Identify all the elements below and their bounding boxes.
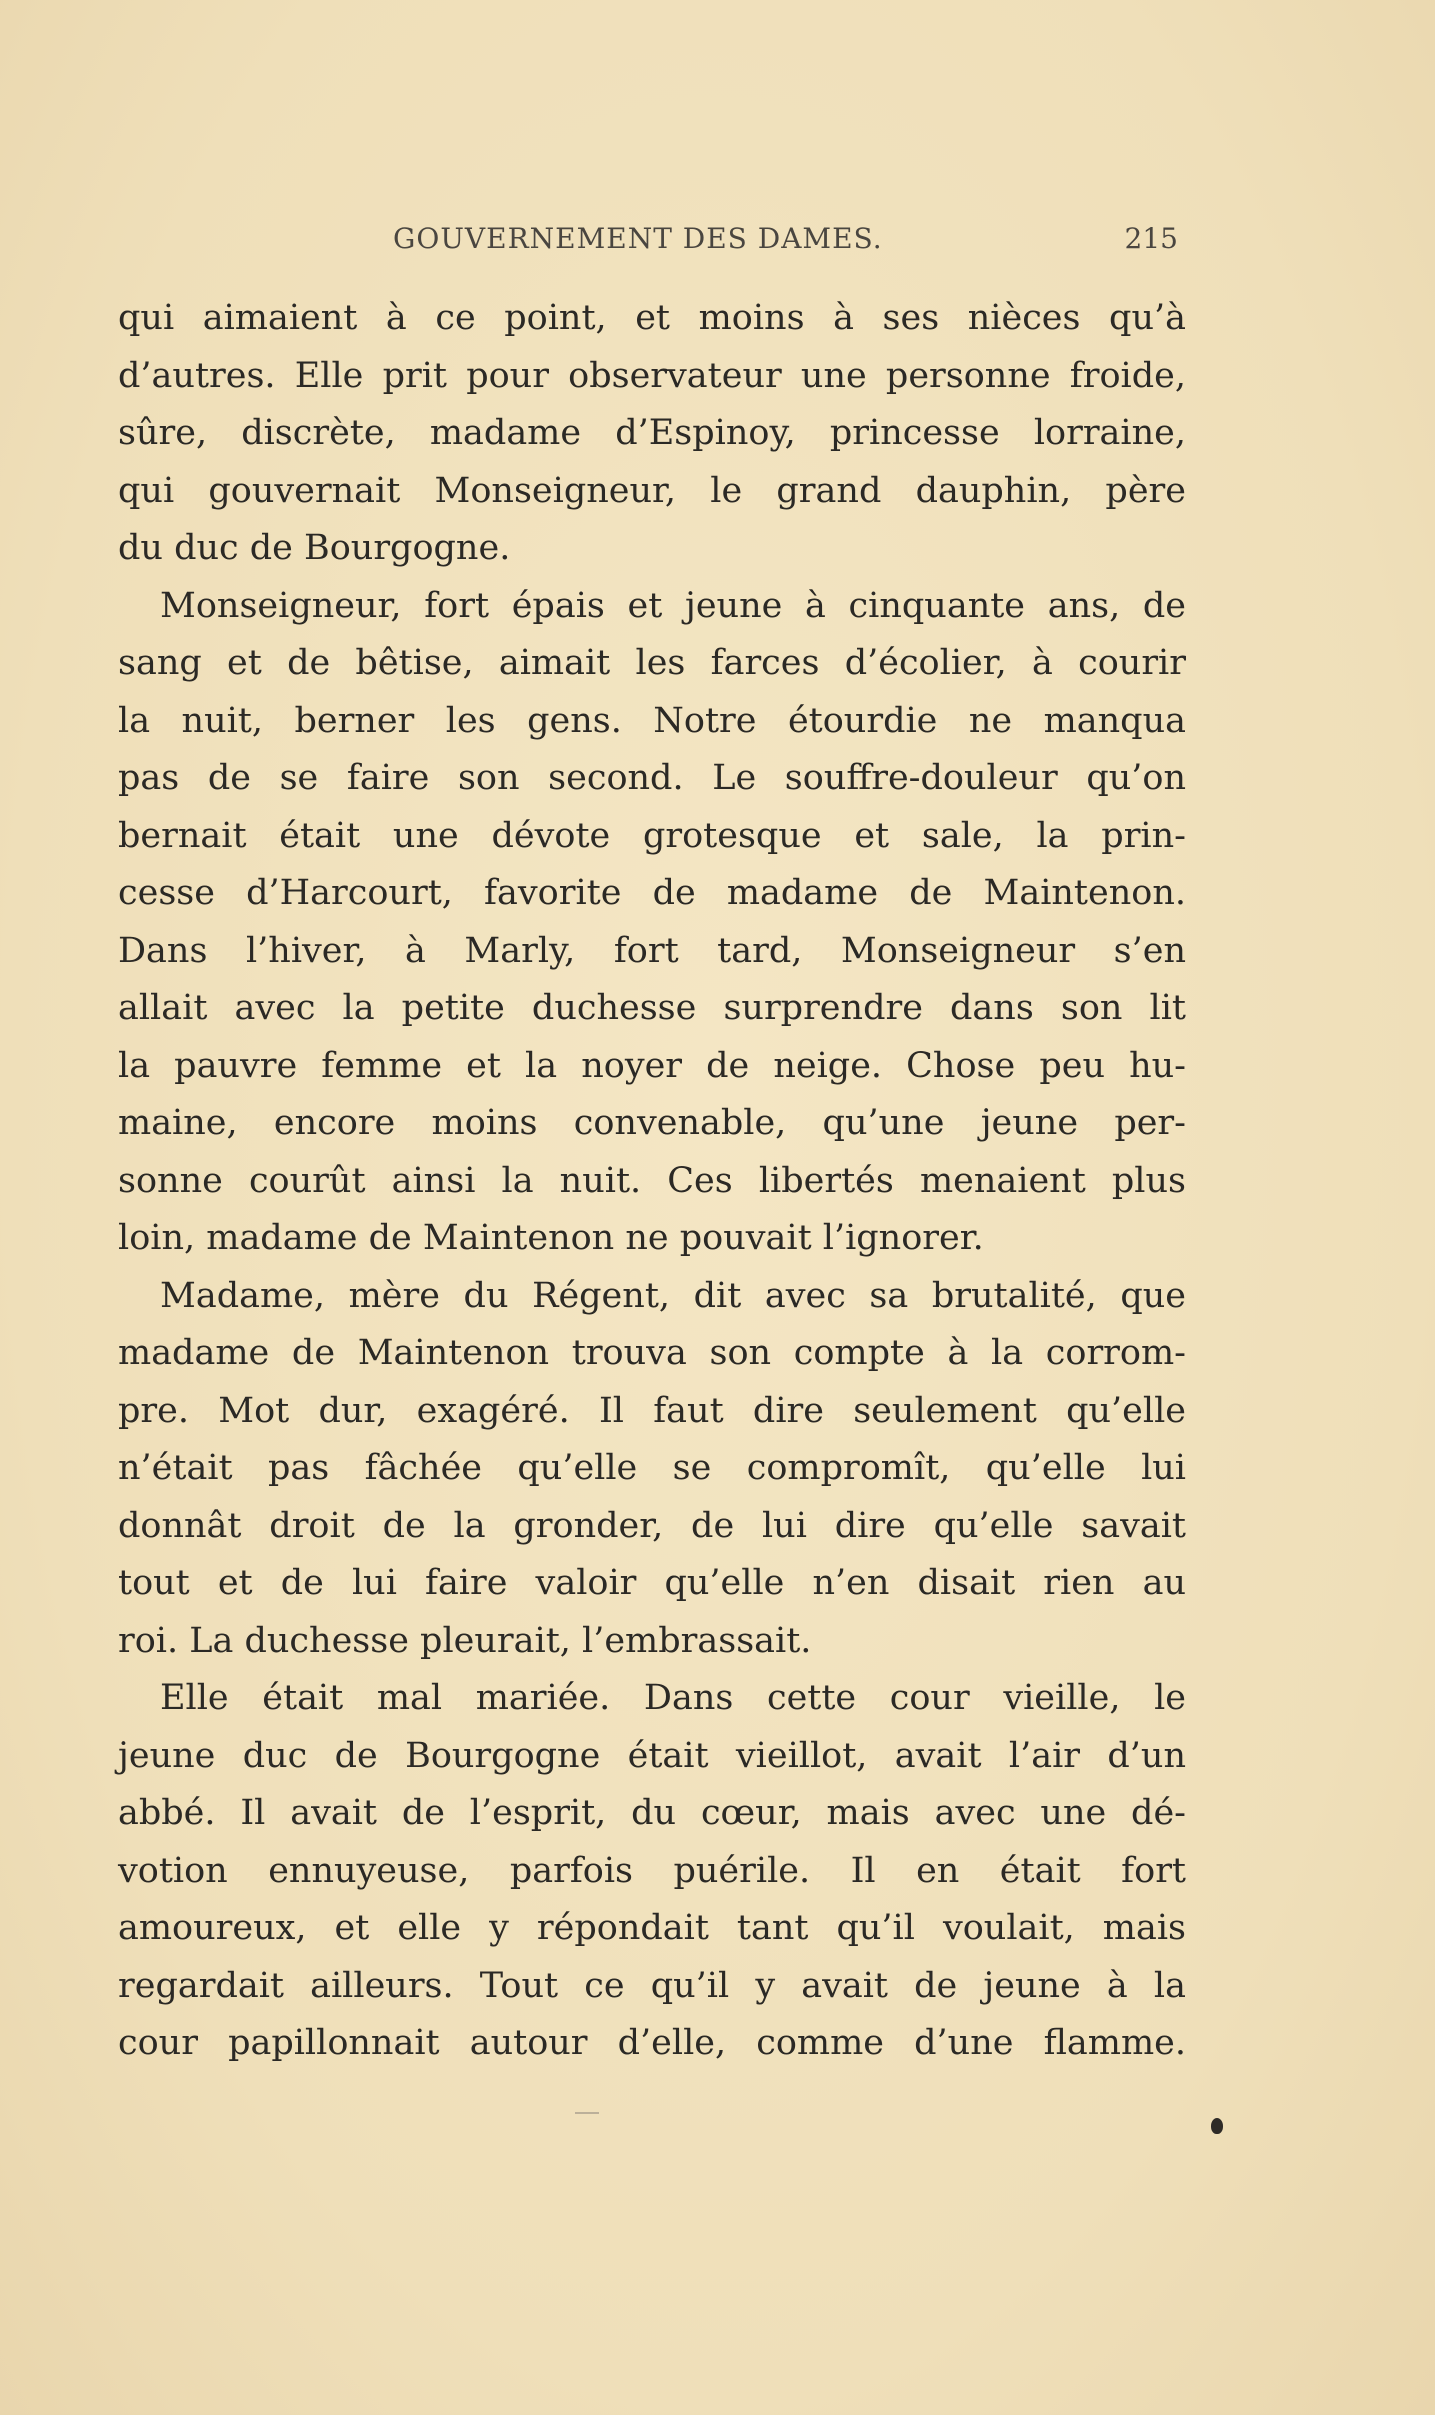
text-line: Madame, mère du Régent, dit avec sa brutalité, que: [160, 1275, 1186, 1316]
text-line: abbé. Il avait de l’esprit, du cœur, mais avec une dé-: [118, 1793, 1186, 1833]
text-line: cesse d’Harcourt, favorite de madame de Maintenon.: [118, 873, 1186, 913]
text-line: Dans l’hiver, à Marly, fort tard, Monseigneur s’en: [118, 930, 1186, 971]
text-line: bernait était une dévote grotesque et sale, la prin-: [118, 815, 1186, 856]
text-line: sonne courût ainsi la nuit. Ces libertés menaient plus: [118, 1160, 1186, 1201]
text-line: cour papillonnait autour d’elle, comme d’une flamme.: [118, 2023, 1186, 2063]
text-line: la nuit, berner les gens. Notre étourdie ne manqua: [118, 700, 1186, 741]
text-line: jeune duc de Bourgogne était vieillot, avait l’air d’un: [118, 1735, 1186, 1776]
text-line: qui aimaient à ce point, et moins à ses nièces qu’à: [118, 298, 1186, 338]
running-title: GOUVERNEMENT DES DAMES.: [393, 222, 883, 255]
text-line: sûre, discrète, madame d’Espinoy, princesse lorraine,: [118, 413, 1186, 453]
running-head: [118, 222, 1178, 266]
text-line: Monseigneur, fort épais et jeune à cinquante ans, de: [160, 585, 1186, 626]
text-line: amoureux, et elle y répondait tant qu’il voulait, mais: [118, 1908, 1186, 1948]
print-dash-mark: [575, 2112, 599, 2114]
text-line: Elle était mal mariée. Dans cette cour vieille, le: [160, 1678, 1186, 1718]
text-line: la pauvre femme et la noyer de neige. Chose peu hu-: [118, 1045, 1186, 1086]
text-line: tout et de lui faire valoir qu’elle n’en disait rien au: [118, 1563, 1186, 1603]
text-line: n’était pas fâchée qu’elle se compromît, qu’elle lui: [118, 1448, 1186, 1488]
text-line: votion ennuyeuse, parfois puérile. Il en était fort: [118, 1850, 1186, 1891]
text-line: roi. La duchesse pleurait, l’embrassait.: [118, 1620, 812, 1661]
page-number: 215: [1124, 222, 1178, 255]
text-line: allait avec la petite duchesse surprendre dans son lit: [118, 988, 1186, 1028]
ink-blot-mark: [1211, 2118, 1223, 2134]
text-line: maine, encore moins convenable, qu’une jeune per-: [118, 1103, 1186, 1143]
text-line: pas de se faire son second. Le souffre-douleur qu’on: [118, 758, 1186, 798]
text-line: pre. Mot dur, exagéré. Il faut dire seulement qu’elle: [118, 1390, 1186, 1431]
text-line: qui gouvernait Monseigneur, le grand dauphin, père: [118, 470, 1186, 511]
text-line: loin, madame de Maintenon ne pouvait l’ignorer.: [118, 1218, 984, 1258]
body-text: [118, 290, 1186, 2073]
text-line: sang et de bêtise, aimait les farces d’écolier, à courir: [118, 643, 1186, 683]
text-line: donnât droit de la gronder, de lui dire qu’elle savait: [118, 1505, 1186, 1546]
text-line: madame de Maintenon trouva son compte à la corrom-: [118, 1333, 1186, 1373]
text-line: regardait ailleurs. Tout ce qu’il y avait de jeune à la: [118, 1965, 1186, 2006]
text-line: du duc de Bourgogne.: [118, 528, 511, 568]
text-line: d’autres. Elle prit pour observateur une personne froide,: [118, 355, 1186, 396]
